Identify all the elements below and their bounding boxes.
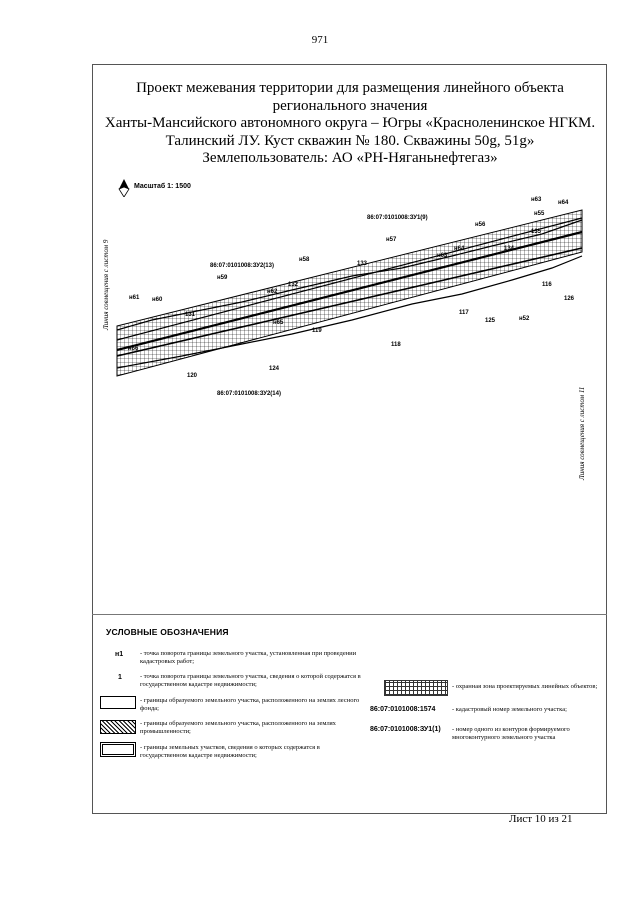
legend-text: - границы земельных участков, сведения о которых содержатся в государственном кадастре недвижимости; [140,744,320,759]
point-label: н52 [519,316,530,322]
point-label: 133 [357,261,368,267]
title-line-2: регионального значения [272,97,428,114]
title-line-1: Проект межевания территории для размещения линейного объекта [136,80,564,96]
point-label: н61 [129,295,140,301]
point-label: н55 [534,211,545,217]
point-label: н64 [454,246,465,252]
point-label: н64 [558,200,569,206]
legend-text: - границы образуемого земельного участка, расположенного на землях лесного фонда; [140,697,360,712]
point-label: 135 [531,229,542,235]
legend-symbol-existing-point: 1 [118,674,122,681]
point-label: н63 [437,253,448,259]
legend-text: - охранная зона проектируемых линейных объектов; [452,683,598,690]
point-label: 119 [312,328,322,334]
legend-title: УСЛОВНЫЕ ОБОЗНАЧЕНИЯ [106,627,229,637]
legend-text: - кадастровый номер земельного участка; [452,706,567,713]
legend-symbol-cadastral-number: 86:07:0101008:1574 [370,706,436,713]
document-title [100,80,600,168]
page-number: 971 [311,34,329,46]
point-label: 124 [269,366,280,372]
point-label: н60 [152,297,163,303]
point-label: н66 [128,346,139,352]
parcel-label: 86:07:0101008:ЗУ1(9) [367,215,428,221]
legend-symbol-registered-parcel [100,742,136,757]
title-line-3: Ханты-Мансийского автономного округа – Югры «Красноленинское НГКМ. [104,115,596,131]
point-label: н58 [299,257,310,263]
protection-zone-hatch [117,210,582,376]
legend-symbol-new-point: н1 [115,651,124,658]
legend-symbol-industrial-parcel [100,720,136,734]
point-label: 132 [288,282,299,288]
point-label: н62 [267,289,278,295]
point-label: 134 [504,246,515,252]
point-label: 120 [187,373,198,379]
point-label: 131 [185,312,196,318]
legend-text: - номер одного из контуров формируемого многоконтурного земельного участка [452,726,570,741]
point-label: 118 [391,342,401,348]
title-line-5: Землепользователь: АО «РН-Няганьнефтегаз» [202,150,498,166]
legend-text: - точка поворота границы земельного участка, установленная при проведении кадастровых работ; [140,650,357,665]
point-label: н63 [531,197,542,203]
point-label: 125 [485,318,496,324]
legend-divider [92,614,607,615]
legend-symbol-forest-parcel [100,696,136,709]
match-line-right-label: Линия совмещения с листом 11 [578,386,586,480]
point-label: 116 [542,282,552,288]
parcel-label: 86:07:0101008:ЗУ2(14) [217,391,281,397]
point-label: 117 [459,310,469,316]
parcel-label: 86:07:0101008:ЗУ2(13) [210,263,274,269]
legend-text: - точка поворота границы земельного участка, сведения о которой содержатся в государственном кадастре недвижимости; [140,673,361,688]
scale-label: Масштаб 1: 1500 [134,183,191,190]
point-label: н56 [475,222,486,228]
point-label: н65 [273,320,284,326]
title-line-4: Талинский ЛУ. Куст скважин № 180. Скважины 50g, 51g» [165,132,535,149]
legend-symbol-contour-number: 86:07:0101008:ЗУ1(1) [370,726,441,733]
sheet-number: Лист 10 из 21 [509,813,573,825]
legend-text: - границы образуемого земельного участка, расположенного на землях промышленности; [140,720,336,735]
point-label: н57 [386,237,397,243]
survey-map [92,190,607,410]
point-label: н59 [217,275,228,281]
corridor-line-2 [117,248,582,356]
point-label: 126 [564,296,575,302]
legend-symbol-protection-zone [384,680,448,696]
match-line-left-label: Линия совмещения с листом 9 [102,239,110,330]
corridor-line-3 [117,218,582,340]
